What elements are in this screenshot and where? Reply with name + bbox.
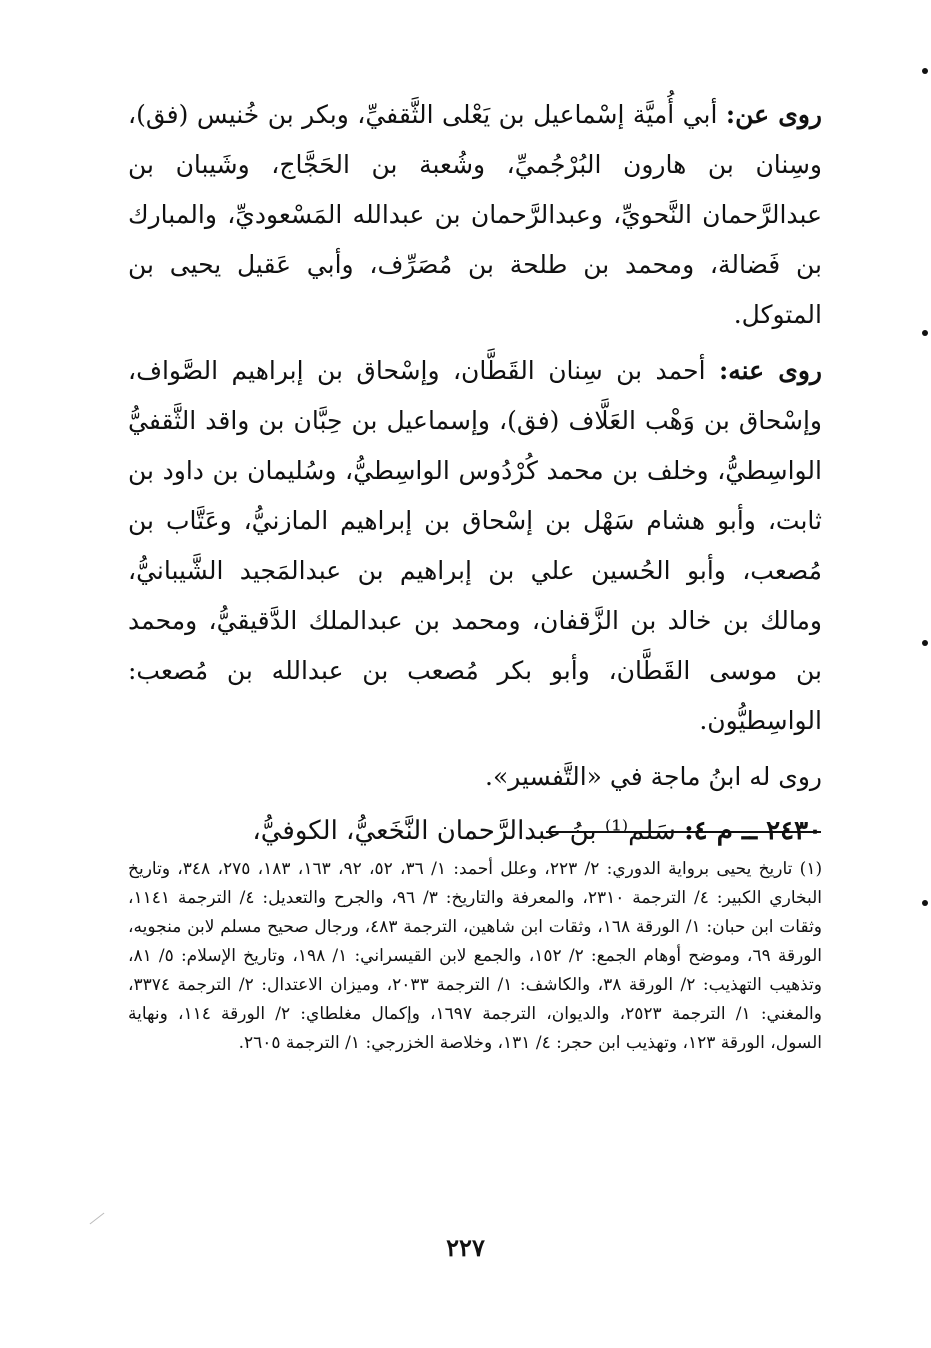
narrators-from-him-heading: روى عنه: xyxy=(718,356,822,385)
margin-dot xyxy=(922,900,928,906)
ibn-majah-note-text: روى له ابنُ ماجة في «التَّفسير». xyxy=(485,762,822,791)
footnote-separator xyxy=(546,831,821,833)
narrated-from-paragraph xyxy=(128,90,822,340)
entry-number: ٢٤٣٠ ــ م ٤: xyxy=(684,816,822,846)
narrated-from-body: أبي أُميَّة إسْماعيل بن يَعْلى الثَّقفيِّ، وبكر بن خُنيس (فق)، وسِنان بن هارون البُرْجُميِّ، وشُعبة بن الحَجَّاج، وشَيبان بن عبدالرَّحمان النَّحويِّ، وعبدالرَّحمان بن عبدالله المَسْعوديِّ، والمبارك بن فَضالة، ومحمد بن طلحة بن مُصَرِّف، وأبي عَقيل يحيى بن المتوكل. xyxy=(128,100,822,329)
main-text xyxy=(128,90,822,856)
narrators-from-him-paragraph xyxy=(128,346,822,746)
margin-dot xyxy=(922,330,928,336)
footnote-text: (١) تاريخ يحيى برواية الدوري: ٢/ ٢٢٣، وعلل أحمد: ١/ ٣٦، ٥٢، ٩٢، ١٦٣، ١٨٣، ٢٧٥، ٣٤٨، وتاريخ البخاري الكبير: ٤/ الترجمة ٢٣١٠، والمعرفة والتاريخ: ٣/ ٩٦، والجرح والتعديل: ٤/ الترجمة ١١٤١، وثقات ابن حبان: ١/ الورقة ١٦٨، وثقات ابن شاهين، الترجمة ٤٨٣، ورجال صحيح مسلم لابن منجويه، الورقة ٦٩، وموضح أوهام الجمع: ٢/ ١٥٢، والجمع لابن القيسراني: ١/ ١٩٨، وتاريخ الإسلام: ٥/ ٨١، وتذهيب التهذيب: ٢/ الورقة ٣٨، والكاشف: ١/ الترجمة ٢٠٣٣، وميزان الاعتدال: ٢/ الترجمة ٣٣٧٤، والمغني: ١/ الترجمة ٢٥٢٣، والديوان، الترجمة ١٦٩٧، وإكمال مغلطاي: ٢/ الورقة ١١٤، ونهاية السول، الورقة ١٢٣، وتهذيب ابن حجر: ٤/ ١٣١، وخلاصة الخزرجي: ١/ الترجمة ٢٦٠٥. xyxy=(128,859,823,1053)
narrated-from-heading: روى عن: xyxy=(725,100,822,129)
ibn-majah-note xyxy=(128,752,822,802)
page-number: ٢٢٧ xyxy=(446,1233,485,1262)
margin-dot xyxy=(922,68,928,74)
entry-heading-text: سَلم⁽¹⁾ بنُ عبدالرَّحمان النَّخَعيُّ، الكوفيُّ، xyxy=(252,816,685,846)
footnote xyxy=(128,855,822,1058)
margin-dot xyxy=(922,640,928,646)
narrators-from-him-body: أحمد بن سِنان القَطَّان، وإسْحاق بن إبراهيم الصَّواف، وإسْحاق بن وَهْب العَلَّاف (فق)، وإسماعيل بن حِبَّان بن واقد الثَّقفيُّ الواسِطيُّ، وخلف بن محمد كُرْدُوس الواسِطيُّ، وسُليمان بن داود بن ثابت، وأبو هشام سَهْل بن إسْحاق بن إبراهيم المازنيُّ، وعَتَّاب بن مُصعب، وأبو الحُسين علي بن إبراهيم بن عبدالمَجيد الشَّيبانيُّ، ومالك بن خالد بن الزَّقفان، ومحمد بن عبدالملك الدَّقيقيُّ، ومحمد بن موسى القَطَّان، وأبو بكر مُصعب بن عبدالله بن مُصعب: الواسِطيُّون. xyxy=(128,356,822,735)
scan-artifact xyxy=(90,1213,105,1225)
